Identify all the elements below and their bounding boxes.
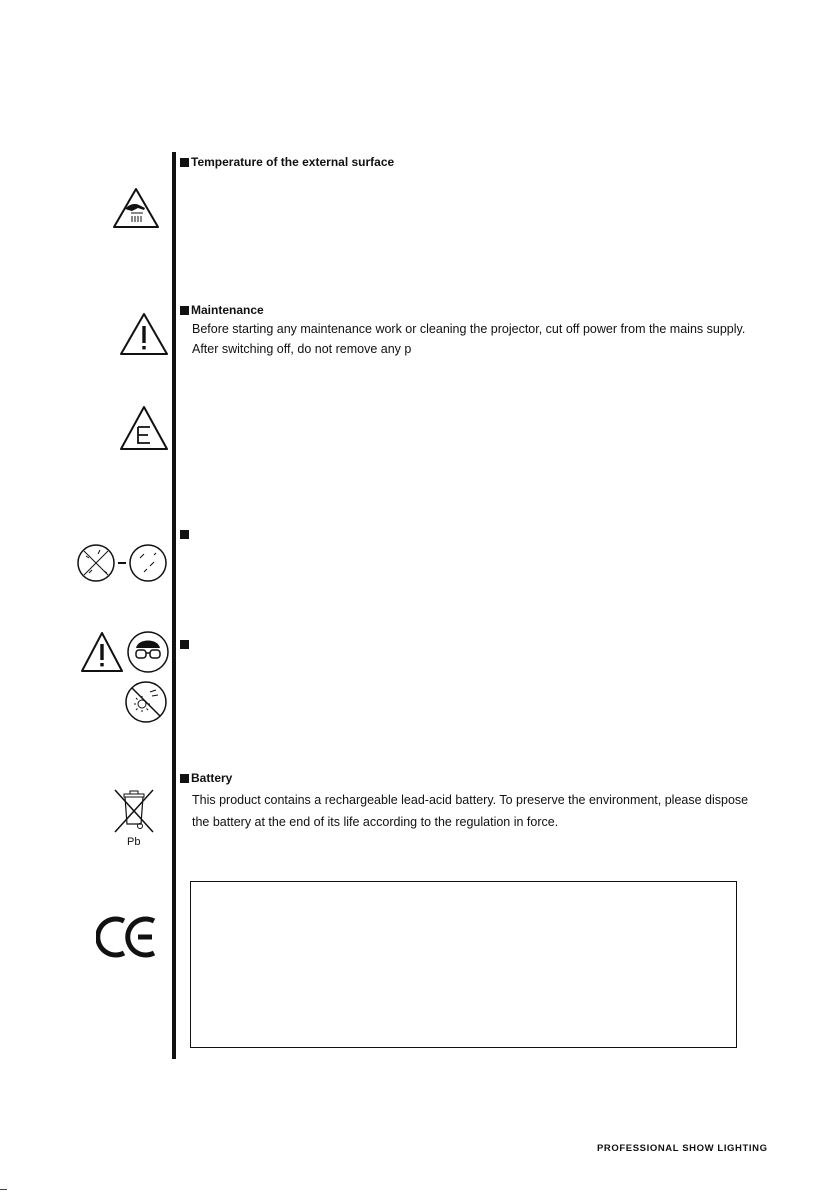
general-warning-icon xyxy=(119,312,169,356)
ce-declaration-box xyxy=(190,881,737,1048)
battery-text-line-2: the battery at the end of its life according to the regulation in force. xyxy=(192,815,559,829)
light-heading xyxy=(180,640,189,649)
temperature-heading: Temperature of the external surface xyxy=(180,155,394,169)
no-direct-light-icon xyxy=(124,680,168,724)
maintenance-heading: Maintenance xyxy=(180,303,264,317)
battery-heading: Battery xyxy=(180,771,232,785)
lens-replacement-icon xyxy=(76,542,168,584)
bullet-square-icon xyxy=(180,530,189,539)
maintenance-text-line-2: After switching off, do not remove any p xyxy=(192,342,412,356)
ce-mark-icon xyxy=(96,915,160,959)
bullet-square-icon xyxy=(180,640,189,649)
bullet-square-icon xyxy=(180,306,189,315)
bullet-square-icon xyxy=(180,774,189,783)
general-warning-icon xyxy=(80,631,124,673)
eye-protection-icon xyxy=(126,630,170,674)
battery-text-line-1: This product contains a rechargeable lead-acid battery. To preserve the environment, please dispose xyxy=(192,793,749,807)
bullet-square-icon xyxy=(180,158,189,167)
maintenance-text-line-1: Before starting any maintenance work or cleaning the projector, cut off power from the mains supply. xyxy=(192,322,746,336)
weee-bin-icon xyxy=(111,786,157,836)
lens-heading xyxy=(180,530,189,539)
crop-mark xyxy=(0,1189,7,1190)
vertical-margin-rule xyxy=(172,152,176,1059)
hot-surface-warning-icon xyxy=(112,187,160,229)
e-mark-warning-icon xyxy=(119,405,169,451)
footer-brand: PROFESSIONAL SHOW LIGHTING xyxy=(597,1143,768,1154)
battery-icon-label: Pb xyxy=(127,836,141,848)
